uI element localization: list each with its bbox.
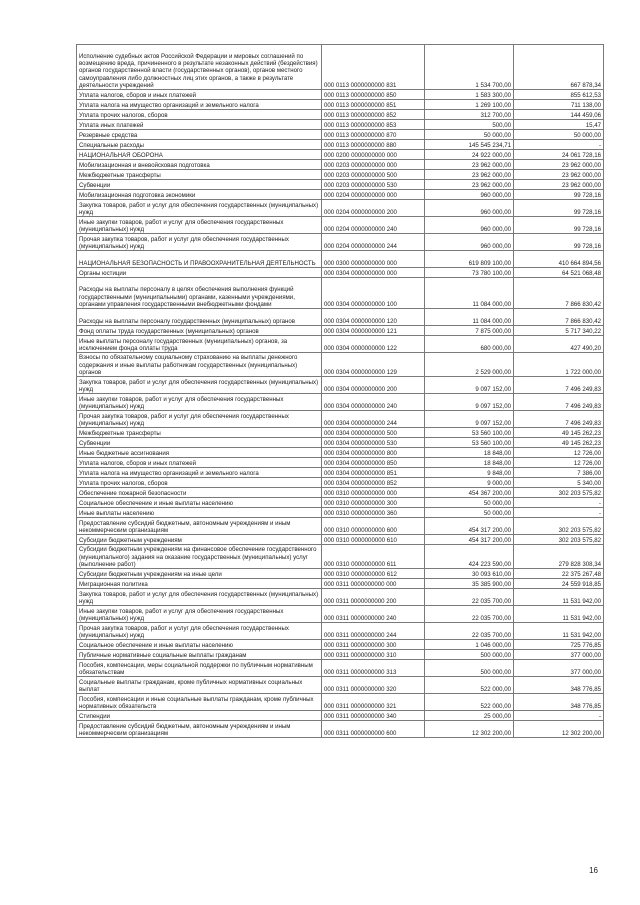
row-code-cell: 000 0204 0000000000 000 bbox=[322, 190, 425, 200]
table-row bbox=[77, 309, 604, 326]
table-row bbox=[77, 170, 604, 180]
row-executed-amount-cell: 7 496 249,83 bbox=[514, 411, 604, 428]
row-planned-amount-cell: 1 269 100,00 bbox=[425, 100, 514, 110]
table-row bbox=[77, 711, 604, 721]
row-executed-amount-cell: 23 962 000,00 bbox=[514, 160, 604, 170]
row-planned-amount-cell: 7 875 000,00 bbox=[425, 326, 514, 336]
row-executed-amount-cell: 15,47 bbox=[514, 120, 604, 130]
row-planned-amount-cell: 500,00 bbox=[425, 120, 514, 130]
row-executed-amount-cell: - bbox=[514, 498, 604, 508]
table-row bbox=[77, 458, 604, 468]
row-planned-amount-cell: 680 000,00 bbox=[425, 336, 514, 353]
row-planned-amount-cell: 9 097 152,00 bbox=[425, 377, 514, 394]
row-name-cell: Расходы на выплаты персоналу государственных (муниципальных) органов bbox=[77, 309, 322, 326]
row-code-cell: 000 0304 0000000000 800 bbox=[322, 448, 425, 458]
row-code-cell: 000 0204 0000000000 240 bbox=[322, 217, 425, 234]
table-row bbox=[77, 650, 604, 660]
row-planned-amount-cell: 11 084 000,00 bbox=[425, 278, 514, 309]
row-name-cell: Расходы на выплаты персоналу в целях обеспечения выполнения функций государственными (муниципальными) органами, казенными учреждениями, органами управления государственными внебюджетными фондами bbox=[77, 278, 322, 309]
row-code-cell: 000 0310 0000000000 612 bbox=[322, 569, 425, 579]
row-code-cell: 000 0304 0000000000 850 bbox=[322, 458, 425, 468]
row-code-cell: 000 0304 0000000000 244 bbox=[322, 411, 425, 428]
row-planned-amount-cell: 960 000,00 bbox=[425, 200, 514, 217]
row-executed-amount-cell: 99 728,16 bbox=[514, 200, 604, 217]
table-row bbox=[77, 535, 604, 545]
row-executed-amount-cell: 7 496 249,83 bbox=[514, 377, 604, 394]
row-executed-amount-cell: 99 728,16 bbox=[514, 234, 604, 251]
row-executed-amount-cell: 49 145 262,23 bbox=[514, 428, 604, 438]
table-row bbox=[77, 130, 604, 140]
row-code-cell: 000 0204 0000000000 200 bbox=[322, 200, 425, 217]
row-planned-amount-cell: 50 000,00 bbox=[425, 130, 514, 140]
row-code-cell: 000 0311 0000000000 310 bbox=[322, 650, 425, 660]
row-code-cell: 000 0311 0000000000 313 bbox=[322, 660, 425, 677]
row-name-cell: Уплата налога на имущество организаций и земельного налога bbox=[77, 100, 322, 110]
row-name-cell: Резервные средства bbox=[77, 130, 322, 140]
row-code-cell: 000 0311 0000000000 300 bbox=[322, 640, 425, 650]
row-code-cell: 000 0203 0000000000 500 bbox=[322, 170, 425, 180]
row-code-cell: 000 0203 0000000000 530 bbox=[322, 180, 425, 190]
row-executed-amount-cell: 24 061 728,16 bbox=[514, 150, 604, 160]
row-code-cell: 000 0113 0000000000 870 bbox=[322, 130, 425, 140]
row-code-cell: 000 0113 0000000000 852 bbox=[322, 110, 425, 120]
table-row bbox=[77, 190, 604, 200]
row-planned-amount-cell: 454 317 200,00 bbox=[425, 518, 514, 535]
table-row bbox=[77, 336, 604, 353]
table-row bbox=[77, 140, 604, 150]
row-code-cell: 000 0304 0000000000 120 bbox=[322, 309, 425, 326]
row-code-cell: 000 0200 0000000000 000 bbox=[322, 150, 425, 160]
row-executed-amount-cell: 22 375 267,48 bbox=[514, 569, 604, 579]
row-executed-amount-cell: 348 776,85 bbox=[514, 677, 604, 694]
row-executed-amount-cell: 144 459,06 bbox=[514, 110, 604, 120]
row-code-cell: 000 0304 0000000000 240 bbox=[322, 394, 425, 411]
row-name-cell: Уплата налогов, сборов и иных платежей bbox=[77, 458, 322, 468]
row-code-cell: 000 0113 0000000000 831 bbox=[322, 45, 425, 90]
table-row bbox=[77, 721, 604, 738]
row-name-cell: Уплата прочих налогов, сборов bbox=[77, 478, 322, 488]
row-name-cell: Социальные выплаты гражданам, кроме публичных нормативных социальных выплат bbox=[77, 677, 322, 694]
row-name-cell: Исполнение судебных актов Российской Федерации и мировых соглашений по возмещению вреда, причиненного в результате незаконных действий (бездействия) органов государственной власти (государственных органов), органов местного самоуправления либо должностных лиц этих органов, а также в результате деятельности учреждений bbox=[77, 45, 322, 90]
row-planned-amount-cell: 960 000,00 bbox=[425, 190, 514, 200]
row-name-cell: Фонд оплаты труда государственных (муниципальных) органов bbox=[77, 326, 322, 336]
table-row bbox=[77, 545, 604, 569]
row-name-cell: Пособия, компенсации и иные социальные выплаты гражданам, кроме публичных нормативных обязательств bbox=[77, 694, 322, 711]
row-planned-amount-cell: 50 000,00 bbox=[425, 498, 514, 508]
row-code-cell: 000 0304 0000000000 530 bbox=[322, 438, 425, 448]
row-planned-amount-cell: 22 035 700,00 bbox=[425, 606, 514, 623]
row-planned-amount-cell: 424 223 590,00 bbox=[425, 545, 514, 569]
row-name-cell: Субсидии бюджетным учреждениям на иные цели bbox=[77, 569, 322, 579]
row-executed-amount-cell: 410 664 894,56 bbox=[514, 251, 604, 268]
row-name-cell: Предоставление субсидий бюджетным, автономным учреждениям и иным некоммерческим организациям bbox=[77, 518, 322, 535]
table-row bbox=[77, 569, 604, 579]
row-name-cell: Иные бюджетные ассигнования bbox=[77, 448, 322, 458]
row-executed-amount-cell: 11 531 942,00 bbox=[514, 589, 604, 606]
row-code-cell: 000 0304 0000000000 200 bbox=[322, 377, 425, 394]
row-name-cell: Субвенции bbox=[77, 180, 322, 190]
row-code-cell: 000 0113 0000000000 850 bbox=[322, 90, 425, 100]
table-row bbox=[77, 268, 604, 278]
row-planned-amount-cell: 145 545 234,71 bbox=[425, 140, 514, 150]
row-planned-amount-cell: 53 560 100,00 bbox=[425, 438, 514, 448]
row-planned-amount-cell: 500 000,00 bbox=[425, 660, 514, 677]
table-row bbox=[77, 251, 604, 268]
row-planned-amount-cell: 11 084 000,00 bbox=[425, 309, 514, 326]
row-name-cell: Специальные расходы bbox=[77, 140, 322, 150]
table-row bbox=[77, 498, 604, 508]
row-code-cell: 000 0304 0000000000 100 bbox=[322, 278, 425, 309]
row-code-cell: 000 0311 0000000000 240 bbox=[322, 606, 425, 623]
table-row bbox=[77, 200, 604, 217]
row-executed-amount-cell: 99 728,16 bbox=[514, 217, 604, 234]
row-executed-amount-cell: 12 726,00 bbox=[514, 458, 604, 468]
row-executed-amount-cell: - bbox=[514, 711, 604, 721]
table-row bbox=[77, 353, 604, 377]
row-planned-amount-cell: 619 809 100,00 bbox=[425, 251, 514, 268]
row-code-cell: 000 0310 0000000000 600 bbox=[322, 518, 425, 535]
row-code-cell: 000 0311 0000000000 244 bbox=[322, 623, 425, 640]
row-name-cell: Субсидии бюджетным учреждениям на финансовое обеспечение государственного (муниципального) задания на оказание государственных (муниципальных) услуг (выполнение работ) bbox=[77, 545, 322, 569]
row-planned-amount-cell: 30 093 610,00 bbox=[425, 569, 514, 579]
table-row bbox=[77, 694, 604, 711]
row-executed-amount-cell: 7 496 249,83 bbox=[514, 394, 604, 411]
row-name-cell: НАЦИОНАЛЬНАЯ БЕЗОПАСНОСТЬ И ПРАВООХРАНИТЕЛЬНАЯ ДЕЯТЕЛЬНОСТЬ bbox=[77, 251, 322, 268]
row-code-cell: 000 0113 0000000000 880 bbox=[322, 140, 425, 150]
row-name-cell: Мобилизационная и вневойсковая подготовка bbox=[77, 160, 322, 170]
row-executed-amount-cell: 667 878,34 bbox=[514, 45, 604, 90]
row-name-cell: Социальное обеспечение и иные выплаты населению bbox=[77, 498, 322, 508]
row-planned-amount-cell: 22 035 700,00 bbox=[425, 589, 514, 606]
row-executed-amount-cell: 49 145 262,23 bbox=[514, 438, 604, 448]
row-planned-amount-cell: 9 848,00 bbox=[425, 468, 514, 478]
table-row bbox=[77, 468, 604, 478]
row-planned-amount-cell: 35 385 900,00 bbox=[425, 579, 514, 589]
row-executed-amount-cell: 855 612,53 bbox=[514, 90, 604, 100]
row-code-cell: 000 0203 0000000000 000 bbox=[322, 160, 425, 170]
row-planned-amount-cell: 25 000,00 bbox=[425, 711, 514, 721]
row-executed-amount-cell: 24 559 918,85 bbox=[514, 579, 604, 589]
row-executed-amount-cell: 711 138,00 bbox=[514, 100, 604, 110]
table-row bbox=[77, 110, 604, 120]
table-row bbox=[77, 377, 604, 394]
row-name-cell: Закупка товаров, работ и услуг для обеспечения государственных (муниципальных) нужд bbox=[77, 589, 322, 606]
row-name-cell: Миграционная политика bbox=[77, 579, 322, 589]
row-name-cell: Уплата налогов, сборов и иных платежей bbox=[77, 90, 322, 100]
table-row bbox=[77, 478, 604, 488]
row-executed-amount-cell: 7 866 830,42 bbox=[514, 309, 604, 326]
row-planned-amount-cell: 454 367 200,00 bbox=[425, 488, 514, 498]
row-planned-amount-cell: 12 302 200,00 bbox=[425, 721, 514, 738]
table-row bbox=[77, 45, 604, 90]
table-row bbox=[77, 234, 604, 251]
row-planned-amount-cell: 1 583 300,00 bbox=[425, 90, 514, 100]
row-name-cell: Прочая закупка товаров, работ и услуг для обеспечения государственных (муниципальных) нужд bbox=[77, 623, 322, 640]
row-name-cell: Предоставление субсидий бюджетным, автономным учреждениям и иным некоммерческим организациям bbox=[77, 721, 322, 738]
row-code-cell: 000 0300 0000000000 000 bbox=[322, 251, 425, 268]
row-planned-amount-cell: 18 848,00 bbox=[425, 458, 514, 468]
row-name-cell: Прочая закупка товаров, работ и услуг для обеспечения государственных (муниципальных) нужд bbox=[77, 411, 322, 428]
row-name-cell: Иные закупки товаров, работ и услуг для обеспечения государственных (муниципальных) нужд bbox=[77, 217, 322, 234]
row-code-cell: 000 0304 0000000000 121 bbox=[322, 326, 425, 336]
row-planned-amount-cell: 50 000,00 bbox=[425, 508, 514, 518]
row-code-cell: 000 0310 0000000000 611 bbox=[322, 545, 425, 569]
table-row bbox=[77, 217, 604, 234]
table-row bbox=[77, 518, 604, 535]
row-executed-amount-cell: - bbox=[514, 508, 604, 518]
row-name-cell: Прочая закупка товаров, работ и услуг для обеспечения государственных (муниципальных) нужд bbox=[77, 234, 322, 251]
table-row bbox=[77, 623, 604, 640]
row-planned-amount-cell: 2 529 000,00 bbox=[425, 353, 514, 377]
row-planned-amount-cell: 312 700,00 bbox=[425, 110, 514, 120]
row-name-cell: Иные закупки товаров, работ и услуг для обеспечения государственных (муниципальных) нужд bbox=[77, 606, 322, 623]
row-executed-amount-cell: 302 203 575,82 bbox=[514, 488, 604, 498]
row-name-cell: Межбюджетные трансферты bbox=[77, 428, 322, 438]
row-planned-amount-cell: 9 097 152,00 bbox=[425, 411, 514, 428]
row-planned-amount-cell: 53 560 100,00 bbox=[425, 428, 514, 438]
row-name-cell: Закупка товаров, работ и услуг для обеспечения государственных (муниципальных) нужд bbox=[77, 200, 322, 217]
row-executed-amount-cell: 12 726,00 bbox=[514, 448, 604, 458]
table-row bbox=[77, 326, 604, 336]
row-code-cell: 000 0304 0000000000 852 bbox=[322, 478, 425, 488]
row-executed-amount-cell: 377 000,00 bbox=[514, 660, 604, 677]
row-name-cell: Пособия, компенсации, меры социальной поддержки по публичным нормативным обязательствам bbox=[77, 660, 322, 677]
row-name-cell: НАЦИОНАЛЬНАЯ ОБОРОНА bbox=[77, 150, 322, 160]
row-name-cell: Уплата налога на имущество организаций и земельного налога bbox=[77, 468, 322, 478]
table-row bbox=[77, 589, 604, 606]
row-code-cell: 000 0311 0000000000 000 bbox=[322, 579, 425, 589]
row-planned-amount-cell: 73 780 100,00 bbox=[425, 268, 514, 278]
table-row bbox=[77, 160, 604, 170]
row-planned-amount-cell: 23 962 000,00 bbox=[425, 170, 514, 180]
row-executed-amount-cell: 7 866 830,42 bbox=[514, 278, 604, 309]
row-code-cell: 000 0113 0000000000 851 bbox=[322, 100, 425, 110]
row-planned-amount-cell: 9 000,00 bbox=[425, 478, 514, 488]
table-row bbox=[77, 90, 604, 100]
row-executed-amount-cell: 427 490,20 bbox=[514, 336, 604, 353]
budget-expenditure-table bbox=[76, 44, 604, 738]
table-row bbox=[77, 150, 604, 160]
row-planned-amount-cell: 22 035 700,00 bbox=[425, 623, 514, 640]
table-row bbox=[77, 120, 604, 130]
row-name-cell: Уплата иных платежей bbox=[77, 120, 322, 130]
row-name-cell: Публичные нормативные социальные выплаты гражданам bbox=[77, 650, 322, 660]
row-name-cell: Обеспечение пожарной безопасности bbox=[77, 488, 322, 498]
row-planned-amount-cell: 960 000,00 bbox=[425, 234, 514, 251]
table-row bbox=[77, 660, 604, 677]
row-planned-amount-cell: 960 000,00 bbox=[425, 217, 514, 234]
row-executed-amount-cell: 279 828 308,34 bbox=[514, 545, 604, 569]
table-row bbox=[77, 677, 604, 694]
row-executed-amount-cell: 12 302 200,00 bbox=[514, 721, 604, 738]
row-name-cell: Закупка товаров, работ и услуг для обеспечения государственных (муниципальных) нужд bbox=[77, 377, 322, 394]
row-name-cell: Органы юстиции bbox=[77, 268, 322, 278]
row-planned-amount-cell: 522 000,00 bbox=[425, 694, 514, 711]
table-row bbox=[77, 278, 604, 309]
row-executed-amount-cell: 377 000,00 bbox=[514, 650, 604, 660]
table-row bbox=[77, 448, 604, 458]
row-code-cell: 000 0310 0000000000 300 bbox=[322, 498, 425, 508]
row-code-cell: 000 0304 0000000000 122 bbox=[322, 336, 425, 353]
row-name-cell: Субвенции bbox=[77, 438, 322, 448]
row-executed-amount-cell: - bbox=[514, 140, 604, 150]
row-name-cell: Уплата прочих налогов, сборов bbox=[77, 110, 322, 120]
row-code-cell: 000 0311 0000000000 340 bbox=[322, 711, 425, 721]
row-name-cell: Межбюджетные трансферты bbox=[77, 170, 322, 180]
row-planned-amount-cell: 1 046 000,00 bbox=[425, 640, 514, 650]
row-name-cell: Иные выплаты населению bbox=[77, 508, 322, 518]
row-code-cell: 000 0310 0000000000 000 bbox=[322, 488, 425, 498]
row-code-cell: 000 0304 0000000000 000 bbox=[322, 268, 425, 278]
row-planned-amount-cell: 500 000,00 bbox=[425, 650, 514, 660]
table-row bbox=[77, 606, 604, 623]
row-executed-amount-cell: 23 962 000,00 bbox=[514, 180, 604, 190]
table-row bbox=[77, 411, 604, 428]
table-row bbox=[77, 438, 604, 448]
row-code-cell: 000 0204 0000000000 244 bbox=[322, 234, 425, 251]
table-row bbox=[77, 428, 604, 438]
row-name-cell: Социальное обеспечение и иные выплаты населению bbox=[77, 640, 322, 650]
row-planned-amount-cell: 23 962 000,00 bbox=[425, 180, 514, 190]
row-code-cell: 000 0310 0000000000 360 bbox=[322, 508, 425, 518]
row-planned-amount-cell: 23 962 000,00 bbox=[425, 160, 514, 170]
row-code-cell: 000 0304 0000000000 129 bbox=[322, 353, 425, 377]
row-executed-amount-cell: 725 776,85 bbox=[514, 640, 604, 650]
row-executed-amount-cell: 64 521 068,48 bbox=[514, 268, 604, 278]
row-code-cell: 000 0311 0000000000 321 bbox=[322, 694, 425, 711]
row-name-cell: Мобилизационная подготовка экономики bbox=[77, 190, 322, 200]
row-name-cell: Иные выплаты персоналу государственных (муниципальных) органов, за исключением фонда оплаты труда bbox=[77, 336, 322, 353]
row-executed-amount-cell: 7 386,00 bbox=[514, 468, 604, 478]
table-row bbox=[77, 100, 604, 110]
row-executed-amount-cell: 23 962 000,00 bbox=[514, 170, 604, 180]
row-planned-amount-cell: 522 000,00 bbox=[425, 677, 514, 694]
table-row bbox=[77, 180, 604, 190]
row-code-cell: 000 0304 0000000000 851 bbox=[322, 468, 425, 478]
row-executed-amount-cell: 1 722 000,00 bbox=[514, 353, 604, 377]
row-code-cell: 000 0311 0000000000 320 bbox=[322, 677, 425, 694]
row-planned-amount-cell: 9 097 152,00 bbox=[425, 394, 514, 411]
row-planned-amount-cell: 1 534 700,00 bbox=[425, 45, 514, 90]
row-executed-amount-cell: 50 000,00 bbox=[514, 130, 604, 140]
row-executed-amount-cell: 99 728,16 bbox=[514, 190, 604, 200]
row-executed-amount-cell: 11 531 942,00 bbox=[514, 623, 604, 640]
row-name-cell: Взносы по обязательному социальному страхованию на выплаты денежного содержания и иные выплаты работникам государственных (муниципальных) органов bbox=[77, 353, 322, 377]
row-executed-amount-cell: 5 340,00 bbox=[514, 478, 604, 488]
row-executed-amount-cell: 5 717 340,22 bbox=[514, 326, 604, 336]
row-code-cell: 000 0310 0000000000 610 bbox=[322, 535, 425, 545]
row-code-cell: 000 0304 0000000000 500 bbox=[322, 428, 425, 438]
row-executed-amount-cell: 348 776,85 bbox=[514, 694, 604, 711]
table-row bbox=[77, 508, 604, 518]
row-executed-amount-cell: 302 203 575,82 bbox=[514, 535, 604, 545]
row-name-cell: Стипендии bbox=[77, 711, 322, 721]
row-name-cell: Субсидии бюджетным учреждениям bbox=[77, 535, 322, 545]
row-planned-amount-cell: 454 317 200,00 bbox=[425, 535, 514, 545]
row-code-cell: 000 0311 0000000000 600 bbox=[322, 721, 425, 738]
row-code-cell: 000 0311 0000000000 200 bbox=[322, 589, 425, 606]
page-number: 16 bbox=[589, 866, 598, 875]
row-name-cell: Иные закупки товаров, работ и услуг для обеспечения государственных (муниципальных) нужд bbox=[77, 394, 322, 411]
row-executed-amount-cell: 302 203 575,82 bbox=[514, 518, 604, 535]
row-planned-amount-cell: 18 848,00 bbox=[425, 448, 514, 458]
row-executed-amount-cell: 11 531 942,00 bbox=[514, 606, 604, 623]
table-row bbox=[77, 394, 604, 411]
row-code-cell: 000 0113 0000000000 853 bbox=[322, 120, 425, 130]
table-row bbox=[77, 579, 604, 589]
table-body bbox=[77, 45, 604, 738]
table-row bbox=[77, 488, 604, 498]
table-row bbox=[77, 640, 604, 650]
row-planned-amount-cell: 24 922 000,00 bbox=[425, 150, 514, 160]
